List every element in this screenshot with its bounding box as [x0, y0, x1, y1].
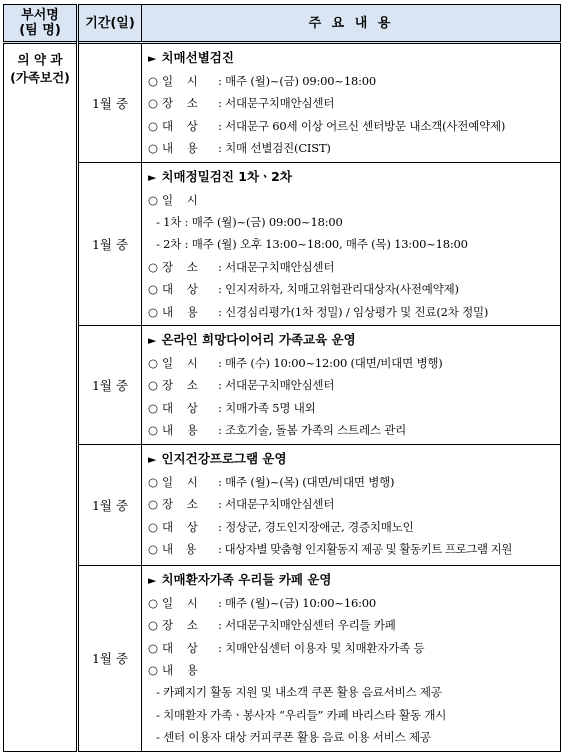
- circle-bullet-icon: ○: [148, 400, 158, 415]
- sub-item: - 2차 : 매주 (월) 오후 13:00~18:00, 매주 (목) 13:00~18:00: [156, 237, 468, 252]
- content-cell: [142, 43, 561, 163]
- list-item: ○ 내 용 : 대상자별 맞춤형 인지활동지 제공 및 활동키트 프로그램 지원: [148, 538, 556, 560]
- triangle-right-icon: ►: [148, 334, 157, 348]
- circle-bullet-icon: ○: [148, 541, 158, 556]
- content-cell: [142, 565, 561, 751]
- list-item: ○ 장 소 : 서대문구치매안심센터: [148, 256, 556, 278]
- table-row: [4, 43, 561, 163]
- circle-bullet-icon: ○: [148, 282, 158, 297]
- circle-bullet-icon: ○: [148, 356, 158, 371]
- circle-bullet-icon: ○: [148, 474, 158, 489]
- content-cell: [142, 444, 561, 565]
- period-cell: 1월 중: [78, 162, 142, 325]
- sub-item: - 1차 : 매주 (월)~(금) 09:00~18:00: [156, 215, 343, 230]
- header-dept: 부서명 (팀 명): [4, 5, 78, 43]
- list-item: ○ 장 소 : 서대문구치매안심센터: [148, 92, 556, 114]
- list-item: ○ 장 소 : 서대문구치매안심센터: [148, 493, 556, 515]
- circle-bullet-icon: ○: [148, 141, 158, 156]
- sub-item: - 센터 이용자 대상 커피쿠폰 활용 음료 이용 서비스 제공: [156, 730, 431, 745]
- dept-team: (가족보건): [10, 70, 70, 85]
- circle-bullet-icon: ○: [148, 595, 158, 610]
- list-item: ○ 일 시 : 매주 (월)~(금) 09:00~18:00: [148, 70, 556, 92]
- triangle-right-icon: ►: [148, 52, 157, 65]
- schedule-table: [3, 4, 561, 752]
- list-item: ○ 대 상 : 정상군, 경도인지장애군, 경증치매노인: [148, 516, 556, 538]
- triangle-right-icon: ►: [148, 452, 157, 466]
- list-item: ○ 내 용: [148, 659, 556, 681]
- circle-bullet-icon: ○: [148, 118, 158, 133]
- section-title: ► 온라인 희망다이어리 가족교육 운영: [148, 329, 556, 352]
- list-item: ○ 내 용 : 신경심리평가(1차 정밀) / 임상평가 및 진료(2차 정밀): [148, 301, 556, 323]
- section-title: ► 치매정밀검진 1차ㆍ2차: [148, 166, 556, 189]
- circle-bullet-icon: ○: [148, 497, 158, 512]
- circle-bullet-icon: ○: [148, 662, 158, 677]
- section-title: ► 치매선별검진: [148, 47, 556, 70]
- list-item: ○ 대 상 : 인지저하자, 치매고위험관리대상자(사전예약제): [148, 278, 556, 300]
- dept-cell: [4, 43, 78, 752]
- list-item: ○ 대 상 : 치매안심센터 이용자 및 치매환자가족 등: [148, 637, 556, 659]
- circle-bullet-icon: ○: [148, 378, 158, 393]
- header-row: [4, 5, 561, 43]
- table-row: [4, 326, 561, 445]
- circle-bullet-icon: ○: [148, 74, 158, 88]
- circle-bullet-icon: ○: [148, 96, 158, 111]
- sub-item: - 치매환자 가족ㆍ봉사자 “우리들” 카페 바리스타 활동 개시: [156, 707, 447, 722]
- list-item: ○ 일 시 : 매주 (수) 10:00~12:00 (대면/비대면 병행): [148, 352, 556, 374]
- triangle-right-icon: ►: [148, 170, 157, 184]
- list-item: ○ 내 용 : 치매 선별검진(CIST): [148, 137, 556, 159]
- content-cell: [142, 162, 561, 325]
- sub-item: - 카페지기 활동 지원 및 내소객 쿠폰 활용 음료서비스 제공: [156, 685, 442, 700]
- dept-name: 의 약 과: [17, 52, 63, 67]
- list-item: ○ 내 용 : 조호기술, 돌봄 가족의 스트레스 관리: [148, 419, 556, 441]
- triangle-right-icon: ►: [148, 573, 157, 587]
- table-row: [4, 162, 561, 325]
- circle-bullet-icon: ○: [148, 304, 158, 319]
- table-row: [4, 565, 561, 751]
- section-title: ► 인지건강프로그램 운영: [148, 448, 556, 471]
- circle-bullet-icon: ○: [148, 618, 158, 633]
- period-cell: 1월 중: [78, 326, 142, 445]
- list-item: ○ 일 시 : 매주 (월)~(금) 10:00~16:00: [148, 592, 556, 614]
- period-cell: 1월 중: [78, 444, 142, 565]
- list-item: ○ 대 상 : 서대문구 60세 이상 어르신 센터방문 내소객(사전예약제): [148, 115, 556, 137]
- list-item: ○ 일 시 : 매주 (월)~(목) (대면/비대면 병행): [148, 471, 556, 493]
- circle-bullet-icon: ○: [148, 192, 158, 207]
- list-item: ○ 장 소 : 서대문구치매안심센터: [148, 374, 556, 396]
- header-period: 기간(일): [78, 5, 142, 43]
- content-cell: [142, 326, 561, 445]
- section-title: ► 치매환자가족 우리들 카페 운영: [148, 569, 556, 592]
- header-content: 주 요 내 용: [142, 5, 561, 43]
- circle-bullet-icon: ○: [148, 640, 158, 655]
- circle-bullet-icon: ○: [148, 519, 158, 534]
- table-row: [4, 444, 561, 565]
- list-item: ○ 대 상 : 치매가족 5명 내외: [148, 397, 556, 419]
- period-cell: 1월 중: [78, 43, 142, 163]
- list-item: ○ 일 시: [148, 189, 556, 211]
- list-item: ○ 장 소 : 서대문구치매안심센터 우리들 카페: [148, 614, 556, 636]
- circle-bullet-icon: ○: [148, 423, 158, 438]
- circle-bullet-icon: ○: [148, 259, 158, 274]
- period-cell: 1월 중: [78, 565, 142, 751]
